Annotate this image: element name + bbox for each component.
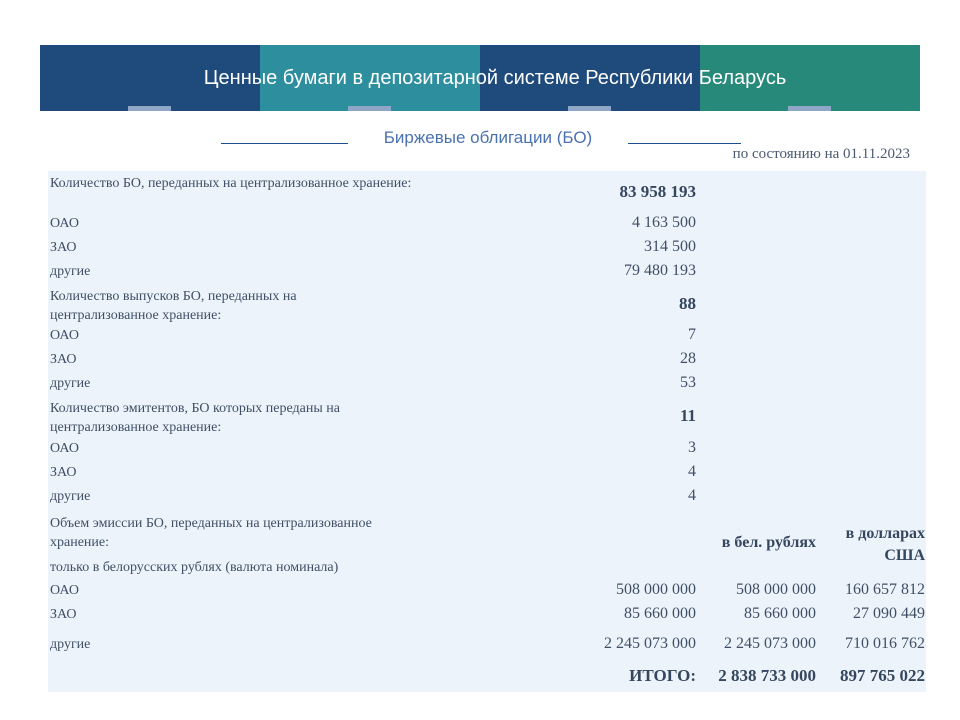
- row-value: 85 660 000: [624, 605, 696, 622]
- row-note: только в белорусских рублях (валюта номинала): [50, 560, 339, 575]
- total-usd: 897 765 022: [840, 666, 925, 685]
- row-label: ОАО: [50, 328, 79, 343]
- table-row: [48, 287, 926, 325]
- row-label: ОАО: [50, 441, 79, 456]
- row-value-usd: 710 016 762: [845, 635, 925, 652]
- row-value: 79 480 193: [624, 262, 696, 279]
- row-label: другие: [50, 489, 91, 504]
- row-label: Количество выпусков БО, переданных на централизованное хранение:: [50, 289, 297, 323]
- row-label: другие: [50, 376, 91, 391]
- table-row: [48, 174, 926, 212]
- total-byn: 2 838 733 000: [718, 666, 816, 685]
- total-label: ИТОГО:: [629, 666, 696, 685]
- row-label: ЗАО: [50, 352, 77, 367]
- row-value: 4: [688, 463, 696, 480]
- row-label: ЗАО: [50, 240, 77, 255]
- row-value: 28: [680, 350, 696, 367]
- row-value-usd: 160 657 812: [845, 581, 925, 598]
- row-value: 508 000 000: [616, 581, 696, 598]
- row-value-byn: 508 000 000: [736, 581, 816, 598]
- row-label: другие: [50, 637, 91, 652]
- row-value: 314 500: [644, 238, 696, 255]
- subtitle-rule-right: [628, 143, 741, 144]
- row-label: ЗАО: [50, 465, 77, 480]
- row-value: 4 163 500: [632, 214, 696, 231]
- column-header-usd: в долларах США: [845, 525, 925, 564]
- subtitle-rule-left: [221, 143, 348, 144]
- row-label: ОАО: [50, 583, 79, 598]
- row-label: ОАО: [50, 216, 79, 231]
- table-row: [48, 514, 926, 578]
- row-label: другие: [50, 264, 91, 279]
- row-value: 7: [688, 326, 696, 343]
- row-value-byn: 2 245 073 000: [724, 635, 816, 652]
- row-value-byn: 85 660 000: [744, 605, 816, 622]
- row-value: 3: [688, 439, 696, 456]
- row-label: Объем эмиссии БО, переданных на централизованное хранение:: [50, 516, 372, 550]
- section-subtitle: Биржевые облигации (БО): [383, 128, 593, 147]
- row-value: 83 958 193: [619, 182, 696, 201]
- row-value: 2 245 073 000: [604, 635, 696, 652]
- page-title: Ценные бумаги в депозитарной системе Республики Беларусь: [203, 66, 787, 89]
- row-value: 4: [688, 487, 696, 504]
- as-of-date: по состоянию на 01.11.2023: [732, 146, 910, 162]
- table-row: [48, 399, 926, 437]
- row-label: ЗАО: [50, 607, 77, 622]
- row-label: Количество БО, переданных на централизованное хранение:: [50, 176, 412, 191]
- row-value: 53: [680, 374, 696, 391]
- row-label: Количество эмитентов, БО которых переданы на централизованное хранение:: [50, 401, 340, 435]
- row-value-usd: 27 090 449: [853, 605, 925, 622]
- column-header-byn: в бел. рублях: [721, 534, 816, 551]
- row-value: 11: [679, 406, 696, 425]
- row-value: 88: [679, 294, 696, 313]
